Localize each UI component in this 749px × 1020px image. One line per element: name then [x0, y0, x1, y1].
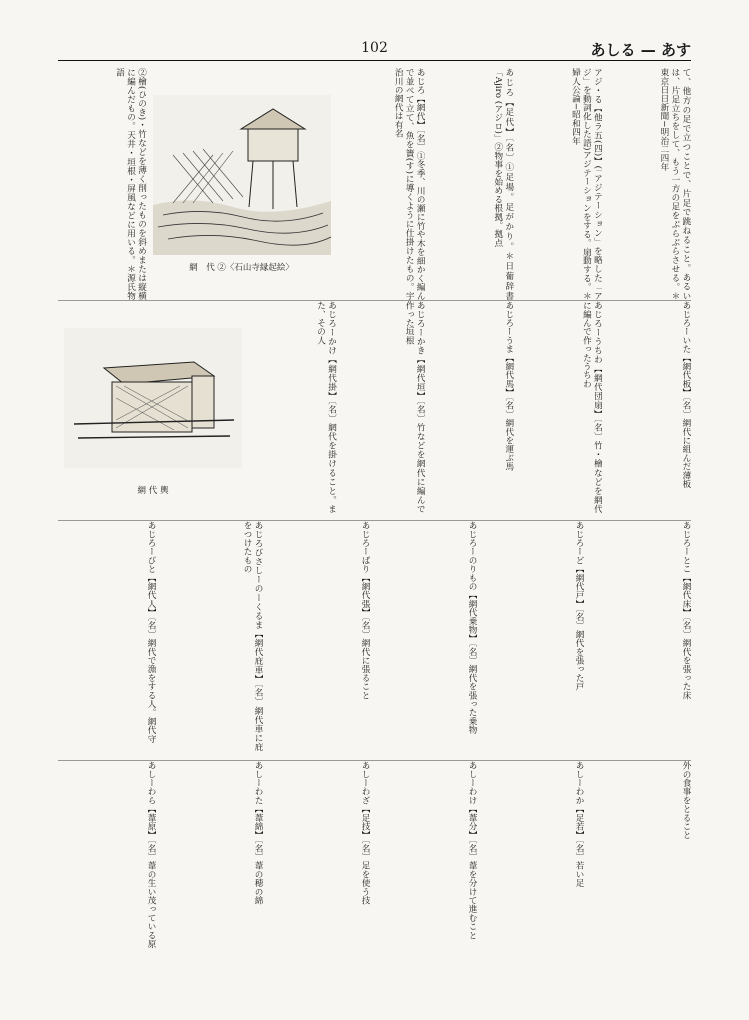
dictionary-column: あじろーばり【網代張】〔名〕網代に張ること	[360, 521, 370, 700]
dictionary-column: あじろーかき【網代垣】〔名〕竹などを網代に編んで作った垣根	[404, 301, 426, 513]
dictionary-column: あじろびさしーのーくるま【網代庇車】〔名〕網代車に庇をつけたもの	[242, 521, 263, 751]
dictionary-column: て、他方の足で立つことで、片足で跳ねること。あるいは、片足立ちをして、もう一方の足をぶらぶらさせる。＊東京日日新聞−明治二四年	[658, 68, 691, 300]
dictionary-column: あしーわざ【足技】〔名〕足を使う技	[360, 761, 370, 905]
dictionary-column: アジ・る【他ラ五(四)】(「アジテーション」を略した「アジ」を動詞化した語)アジテーションをする。扇動する。＊婦人公論−昭和四年	[570, 68, 603, 300]
page-header	[58, 38, 691, 61]
figure-caption: 網 代 ②〈石山寺縁起絵〉	[189, 263, 294, 273]
running-head: あしる — あす	[590, 41, 691, 59]
dictionary-column: あじろーびと【網代人】〔名〕網代で漁をする人。網代守	[146, 521, 156, 743]
dictionary-column: あしーわた【葦綿】〔名〕葦の穂の綿	[253, 761, 263, 905]
dictionary-column: あじろ【足代】〔名〕①足場。足がかり。＊日葡辞書「Ajiro (アジロ)」②物事を始める根拠。拠点	[492, 68, 514, 300]
dictionary-column: ②檜(ひのき)・竹などを薄く削ったものを斜めまたは縦横に編んだもの。天井・垣根・屏風などに用いる。＊源氏物語	[114, 68, 147, 300]
dictionary-column: あじろーうま【網代馬】〔名〕網代を運ぶ馬	[503, 301, 514, 471]
figure-ajiroguruma	[58, 301, 248, 513]
amishiro-illustration-icon	[153, 95, 331, 255]
dictionary-column: あじろーかけ【網代掛】〔名〕網代を掛けること。また、その人	[315, 301, 337, 513]
dictionary-column: あじろ【網代】〔名〕①冬季、川の瀬に竹や木を細かく編んで並べて立て、魚を簀(す)に導くように仕掛けたもの。宇治川の網代は有名	[393, 68, 426, 300]
dictionary-column: あじろーいた【網代板】〔名〕網代に組んだ薄板	[680, 301, 691, 489]
tier-4	[58, 760, 691, 993]
dictionary-column: 外の食事をとること	[681, 761, 691, 840]
tier-1	[58, 68, 691, 300]
dictionary-column: あしーわけ【葦分】〔名〕葦を分けて進むこと	[467, 761, 477, 940]
figure-caption: 網 代 輿	[137, 486, 169, 496]
dictionary-column: あじろーど【網代戸】〔名〕網代を張った戸	[574, 521, 584, 691]
dictionary-column: あじろーとこ【網代床】〔名〕網代を張った床	[681, 521, 691, 700]
tier-3	[58, 520, 691, 751]
page-number: 102	[361, 40, 388, 56]
dictionary-column: あしーわか【足若】〔名〕若い足	[574, 761, 584, 888]
dictionary-column: あじろーのりもの【網代乗物】〔名〕網代を張った乗物	[467, 521, 477, 735]
dictionary-column: あじろーうちわ【網代団扇】〔名〕竹・檜などを網代に編んで作ったうちわ	[581, 301, 603, 513]
palanquin-illustration-icon	[64, 318, 242, 478]
figure-amishiro	[147, 68, 337, 300]
dictionary-column: あしーわら【葦原】〔名〕葦の生い茂っている原	[146, 761, 156, 949]
tier-2	[58, 300, 691, 513]
